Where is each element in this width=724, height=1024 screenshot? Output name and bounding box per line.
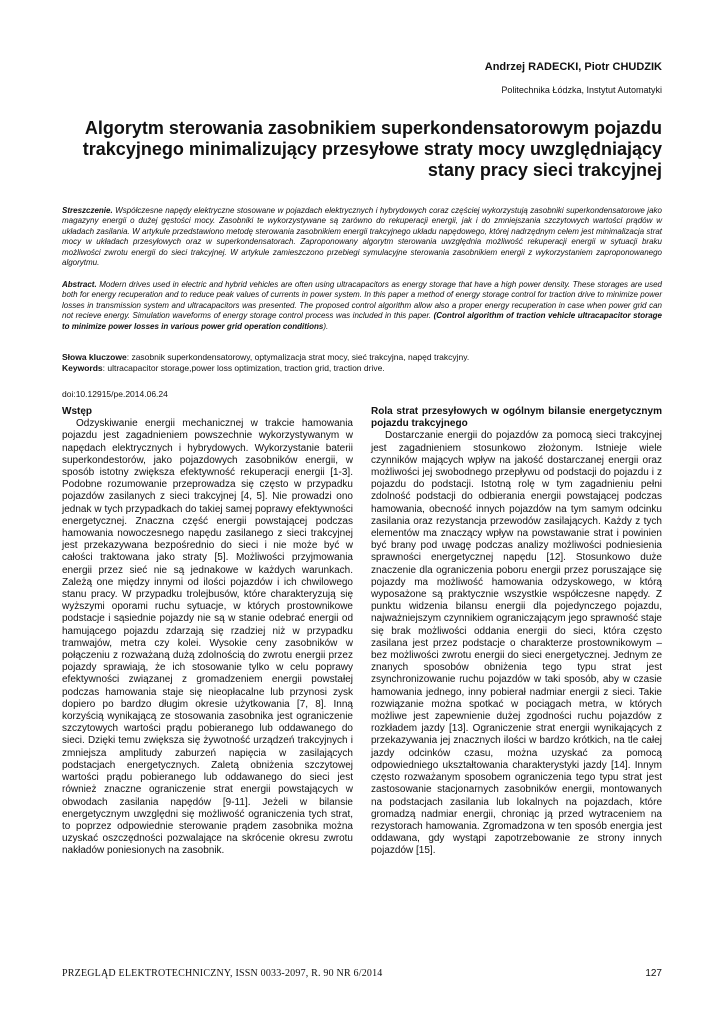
- doi: doi:10.12915/pe.2014.06.24: [62, 389, 168, 399]
- keywords-en-text: : ultracapacitor storage,power loss optimization, traction grid, traction drive.: [102, 363, 385, 373]
- left-column-body: Odzyskiwanie energii mechanicznej w trakcie hamowania pojazdu jest zagadnieniem powszechnie wykorzystywanym w napędach elektrycznych i hybrydowych. Wykorzystanie baterii superkondestorów, jako pojazdowych zasobników energii, w sposób istotny zwiększa efektywność rekuperacji energii [1-3]. Podobne rozumowanie przeprowadza się często w przypadku pojazdów zasilanych z sieci trakcyjnej [4, 5]. Nie prowadzi ono jednak w tych przypadkach do takiej samej poprawy efektywności energetycznej. Znaczna część energii powstającej podczas hamowania nowoczesnego napędu zasilanego z sieci trakcyjnej jest przekazywana bezpośrednio do sieci i nie może być w całości traktowana jako straty [5]. Możliwości przyjmowania energii przez sieć nie są jednakowe w każdych warunkach. Zależą one między innymi od ilości pojazdów i ich chwilowego stanu pracy. W przypadku trolejbusów, które charakteryzują się wyższymi oporami ruchu sytuacje, w których prostownikowe podstacje i sąsiednie pojazdy nie są w stanie odebrać energii od hamującego pojazdu zdarzają się rzadziej niż w przypadku tramwajów, metra czy kolei. Wysokie ceny zasobników w połączeniu z rozważaną dużą zdolnością do zwrotu energii przez pojazdy sprawiają, że ich stosowanie tylko w celu poprawy efektywności związanej z gromadzeniem energii powstałej podczas hamowania staje się nieopłacalne lub przynosi zysk dopiero po bardzo długim okresie użytkowania [7, 8]. Inną korzyścią wynikającą ze stosowania zasobnika jest ograniczenie szczytowych wartości prądu pobieranego lub oddawanego do sieci. Dzięki temu zwiększa się żywotność urządzeń trakcyjnych i zmniejsza amplitudy zaburzeń napięcia w zasilających podstacjach energetycznych. Zaletą obniżenia szczytowej wartości prądu pobieranego lub oddawanego do sieci jest również znaczne ograniczenie strat energii powstających w obwodach zasilania napędów [9-11]. Jeżeli w bilansie energetycznym uwzględni się możliwość ograniczenia tych strat, to poprzez odpowiednie sterowanie prądem zasobnika można uzyskać oszczędności pozwalające na skrócenie okresu zwrotu nakładów poniesionych na zasobnik.: [62, 418, 353, 857]
- abstract-block: [62, 280, 662, 332]
- keywords-en-label: Keywords: [62, 363, 103, 373]
- section-heading-wstep: Wstęp: [62, 406, 92, 417]
- streszczenie-label: Streszczenie.: [62, 206, 113, 215]
- right-column: [371, 406, 662, 858]
- streszczenie-text: Współczesne napędy elektryczne stosowane w pojazdach elektrycznych i hybrydowych coraz częściej wykorzystują zasobniki superkondensatorowe jako magazyny energii o dużej gęstości mocy. Zasobniki te wykorzystywane są zarówno do rekuperacji energii, jak i do zmniejszania szczytowych wartości prądów w układach zasilania. W artykule przedstawiono metodę sterowania zasobnikiem energii trakcyjnego układu napędowego, której nadrzędnym celem jest minimalizacja strat mocy w układach przesyłowych oraz w superkondensatorach. Zaproponowany algorytm sterowania uwzględnia możliwość rekuperacji energii w sytuacji braku możliwości zwrotu energii do sieci trakcyjnej. W artykule zamieszczono przebiegi symulacyjne sterowania zasobnikiem energii z wykorzystaniem zaproponowanego algorytmu.: [62, 206, 662, 268]
- abstract-closing: ).: [323, 321, 329, 331]
- keywords-pl-label: Słowa kluczowe: [62, 352, 127, 362]
- streszczenie-block: [62, 206, 662, 268]
- journal-footer: PRZEGLĄD ELEKTROTECHNICZNY, ISSN 0033-2097, R. 90 NR 6/2014: [62, 968, 383, 979]
- keywords-block: [62, 352, 662, 374]
- keywords-pl-text: : zasobnik superkondensatorowy, optymalizacja strat mocy, sieć trakcyjna, napęd trakcyjny.: [126, 352, 470, 362]
- affiliation: Politechnika Łódzka, Instytut Automatyki: [501, 85, 662, 95]
- left-column: [62, 406, 353, 858]
- abstract-text: Modern drives used in electric and hybrid vehicles are often using ultracapacitors as energy storage that have a high power density. These storages are used both for energy recuperation and to reduce peak values of currents in power system. In this paper a method of energy storage control for traction drive to minimize power losses in transmission system and ultracapacitors was presented. The proposed control algorithm allow also a proper energy recuperation in case when power grid can not recieve energy. Simulation waveforms of energy storage control process was included in this paper.: [62, 280, 663, 321]
- page-number: 127: [645, 968, 662, 979]
- paper-title: Algorytm sterowania zasobnikiem superkondensatorowym pojazdu trakcyjnego minimalizujący przesyłowe straty mocy uwzględniający stany pracy sieci trakcyjnej: [82, 118, 662, 180]
- abstract-label: Abstract.: [62, 280, 97, 289]
- section-heading-rola-strat: Rola strat przesyłowych w ogólnym bilansie energetycznym pojazdu trakcyjnego: [371, 406, 662, 430]
- right-column-body: Dostarczanie energii do pojazdów za pomocą sieci trakcyjnej jest zagadnieniem stosunkowo złożonym. Istnieje wiele czynników mających wpływ na jakość dostarczanej energii oraz możliwości jej swobodnego przepływu od podstacji do pojazdu i z pojazdu do podstacji. Istotną rolę w tym zagadnieniu pełni zdolność podstacji do odbierania energii powstającej podczas hamowania, obecność innych pojazdów na tym samym odcinku zasilania oraz rezystancja przewodów zasilających. Każdy z tych elementów ma znaczący wpływ na powstawanie strat i powinien być brany pod uwagę podczas analizy możliwości podniesienia sprawności energetycznej napędu [12]. Stosunkowo duże znaczenie dla ograniczenia poboru energii przez poruszające się pojazdy ma możliwość hamowania odzyskowego, w którą wyposażone są praktycznie wszystkie współczesne napędy. Z punktu widzenia bilansu energii dla pojedynczego pojazdu, najważniejszym czynnikiem ograniczającym jego sprawność staje się brak możliwości oddania energii do sieci, która często zasilana jest przez podstacje o charakterze prostownikowym – bez możliwości zwrotu energii do sieci energetycznej. Jednym ze znanych sposobów obniżenia tego typu strat jest zsynchronizowanie ruchu pojazdów w taki sposób, aby w czasie hamowania jednego, inny pobierał nadmiar energii z sieci. Takie rozwiązanie można spotkać w pociągach metra, w których możliwe jest zapewnienie dużej zgodności ruchu pojazdów z rozkładem jazdy [13]. Ograniczenie strat energii wynikających z przekazywania jej znacznych ilości w bardzo krótkich, na tle całej jazdy odcinków czasu, można uzyskać za pomocą odpowiedniego ukształtowania charakterystyki jazdy [14]. Innym często rozważanym sposobem ograniczenia tego typu strat jest zastosowanie stacjonarnych zasobników energii, montowanych na podstacjach zasilania lub lokalnych na pojazdach, które gromadzą nadmiar energii, chroniąc ją przed wytraceniem na rezystorach hamowania. Zgromadzona w ten sposób energia jest oddawana, gdy wystąpi zapotrzebowanie ze strony innych pojazdów [15].: [371, 430, 662, 857]
- authors: Andrzej RADECKI, Piotr CHUDZIK: [484, 61, 662, 73]
- keywords-pl: [62, 352, 662, 363]
- keywords-en: [62, 363, 662, 374]
- abstract-english-title: (Control algorithm of traction vehicle ultracapacitor storage to minimize power losses in various power grid operation conditions: [62, 311, 663, 331]
